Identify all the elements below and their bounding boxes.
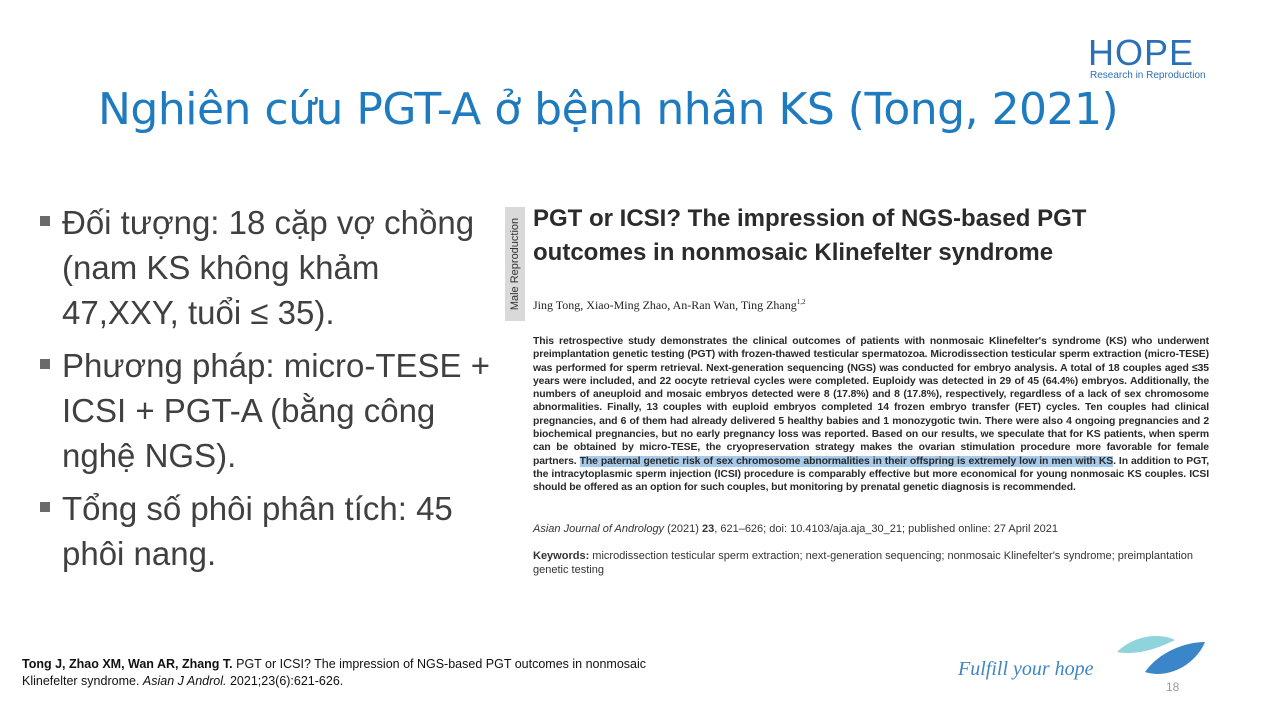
reference-title: PGT or ICSI? The impression of NGS-based PGT outcomes in nonmosaic Klinefelter syndrome. — [22, 657, 647, 688]
citation-year: (2021) — [664, 523, 702, 535]
page-number: 18 — [1166, 680, 1180, 694]
slide-title: Nghiên cứu PGT-A ở bệnh nhân KS (Tong, 2021) — [98, 84, 1119, 135]
hope-logo — [1088, 34, 1208, 84]
paper-authors — [533, 298, 806, 313]
reference-footnote — [22, 656, 662, 690]
bullet-item — [40, 343, 490, 478]
square-bullet-icon — [40, 502, 50, 512]
citation-volume: 23 — [701, 523, 715, 535]
reference-authors: Tong J, Zhao XM, Wan AR, Zhang T. — [22, 657, 233, 671]
reference-journal: Asian J Androl. — [142, 674, 227, 688]
authors-text: Jing Tong, Xiao-Ming Zhao, An-Ran Wan, Ting Zhang — [533, 298, 797, 312]
section-tag-label: Male Reproduction — [509, 217, 521, 311]
bullet-text: Tổng số phôi phân tích: 45 phôi nang. — [62, 490, 453, 572]
bullet-item — [40, 200, 490, 335]
bullet-text: Đối tượng: 18 cặp vợ chồng (nam KS không khảm 47,XXY, tuổi ≤ 35). — [62, 204, 475, 331]
keywords-text: microdissection testicular sperm extraction; next-generation sequencing; nonmosaic Klinefelter's syndrome; preimplantation genetic testing — [533, 550, 1193, 576]
citation-journal: Asian Journal of Andrology — [533, 523, 665, 535]
abstract-highlight: The paternal genetic risk of sex chromosome abnormalities in their offspring is extremely low in men with KS — [579, 455, 1114, 467]
section-tag — [505, 207, 525, 321]
reference-details: 2021;23(6):621-626. — [226, 674, 344, 688]
bullet-list — [40, 200, 490, 584]
leaf-logo-icon — [1115, 628, 1207, 686]
square-bullet-icon — [40, 359, 50, 369]
keywords-label: Keywords: — [533, 550, 590, 562]
logo-subtitle: Research in Reproduction — [1090, 70, 1206, 81]
abstract-text: . In addition to PGT, the intracytoplasmic sperm injection (ICSI) procedure is comparably effective but more economical for young nonmosaic KS couples. ICSI should be offered as an option for such couples, but monitoring by prenatal genetic diagnosis is recommended. — [533, 455, 1209, 494]
paper-title-line: outcomes in nonmosaic Klinefelter syndrome — [533, 239, 1054, 266]
author-affiliation: 1,2 — [796, 298, 806, 306]
paper-keywords — [533, 549, 1209, 577]
bullet-item — [40, 486, 490, 576]
paper-citation — [533, 523, 1058, 535]
logo-word: HOPE — [1088, 32, 1195, 73]
bullet-text: Phương pháp: micro-TESE + ICSI + PGT-A (bằng công nghệ NGS). — [62, 347, 491, 474]
citation-details: , 621–626; doi: 10.4103/aja.aja_30_21; published online: 27 April 2021 — [714, 523, 1058, 535]
paper-title-line: PGT or ICSI? The impression of NGS-based PGT — [533, 205, 1087, 232]
paper-abstract — [533, 335, 1209, 495]
abstract-text: This retrospective study demonstrates the clinical outcomes of patients with nonmosaic Klinefelter's syndrome (KS) who underwent preimplantation genetic testing (PGT) with frozen-thawed testicular spermatozoa. Microdissection testicular sperm extraction (micro-TESE) was performed for sperm retrieval. Next-generation sequencing (NGS) was conducted for embryo analysis. A total of 18 couples aged ≤35 years were included, and 22 oocyte retrieval cycles were completed. Euploidy was detected in 29 of 45 (64.4%) embryos. Additionally, the numbers of aneuploid and mosaic embryos detected were 8 (17.8%) and 8 (17.8%), respectively, regardless of a lack of sex chromosome abnormalities. Finally, 13 couples with euploid embryos completed 14 frozen embryo transfer (FET) cycles. Ten couples had clinical pregnancies, and 6 of them had already delivered 5 healthy babies and 1 monozygotic twin. There were also 4 ongoing pregnancies and 2 biochemical pregnancies, but no early pregnancy loss was reported. Based on our results, we speculate that for KS patients, when sperm can be obtained by micro-TESE, the cryopreservation strategy makes the ovarian stimulation procedure more favorable for female partners. — [533, 336, 1209, 467]
tagline: Fulfill your hope — [958, 658, 1094, 680]
paper-title — [533, 202, 1213, 270]
square-bullet-icon — [40, 216, 50, 226]
